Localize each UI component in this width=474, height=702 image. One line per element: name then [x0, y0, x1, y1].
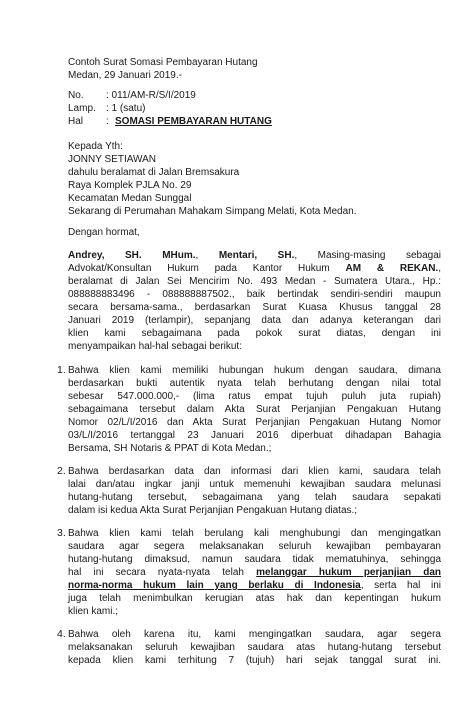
emphasis-text: melanggar hukum perjanjian dan — [256, 567, 441, 578]
intro-line-1: Andrey, SH. MHum., Mentari, SH., Masing-masing sebagai — [68, 250, 442, 261]
item-2-line: dalam isi kedua Akta Surat Perjanjian Pengakuan Hutang diatas.; — [68, 505, 358, 516]
item-1-line: Bahwa klien kami memiliki hubungan hukum dengan saudara, dimana — [68, 365, 441, 376]
item-1-line: sebesar 547.000.000,- (lima ratus empat tujuh puluh juta rupiah) — [68, 391, 441, 402]
item-number: 3. — [57, 527, 66, 539]
greeting: Dengan hormat, — [68, 227, 140, 238]
document-title: Contoh Surat Somasi Pembayaran Hutang — [68, 57, 258, 68]
recipient-line: Raya Komplek PJLA No. 29 — [68, 180, 192, 191]
item-1-line: Bersama, SH Notaris & PPAT di Kota Medan.; — [68, 443, 272, 454]
item-3-line: saudara agar segera melaksanakan seluruh kewajiban pembayaran — [68, 541, 441, 552]
no-value: : 011/AM-R/S/I/2019 — [106, 90, 196, 101]
intro-line: Januari 2019 (terlampir), sepanjang data dan adanya keterangan dari — [68, 315, 441, 326]
item-4-line: kepada klien kami terhitung 7 (tujuh) hari sejak tanggal surat ini. — [68, 655, 441, 666]
subject: SOMASI PEMBAYARAN HUTANG — [115, 116, 272, 127]
item-3-line: hutang-hutang dimaksud, namun saudara tidak mematuhinya, sehingga — [68, 554, 441, 565]
item-3-line: Bahwa klien kami telah berulang kali menghubungi dan mengingatkan — [68, 528, 441, 539]
intro-line: klien kami sebagaimana pada pokok surat diatas, dengan ini — [68, 328, 441, 339]
item-3-line: klien kami.; — [68, 606, 119, 617]
item-number: 2. — [57, 465, 66, 477]
item-1-line: berdasarkan bukti autentik nyata telah berhutang dengan nilai total — [68, 378, 441, 389]
intro-line-2: Advokat/Konsultan Hukum pada Kantor Hukum AM & REKAN., — [68, 263, 441, 274]
advocate-name-2: Mentari, SH. — [218, 250, 295, 261]
lamp-label: Lamp. — [68, 103, 96, 114]
item-3-line-5: norma-norma hukum lain yang berlaku di Indonesia, serta hal ini — [68, 580, 441, 591]
item-1-line: 03/L/I/2016 tertanggal 23 Januari 2016 diperbuat dihadapan Bahagia — [68, 430, 441, 441]
hal-colon: : — [106, 116, 109, 127]
item-1-line: Nomor 02/L/I/2016 dan Akta Surat Perjanjian Pengakuan Hutang Nomor — [68, 417, 441, 428]
recipient-line: Kecamatan Medan Sunggal — [68, 193, 192, 204]
intro-line: 088888883496 - 088888887502., baik bertindak sendiri-sendiri maupun — [68, 289, 441, 300]
intro-line: beralamat di Jalan Sei Mencirim No. 493 Medan - Sumatera Utara., Hp.: — [68, 276, 441, 287]
item-2-line: hutang-hutang tersebut, sebagaimana yang telah saudara sepakati — [68, 492, 441, 503]
intro-line: menyampaikan hal-hal sebagai berikut: — [68, 341, 242, 352]
lamp-value: : 1 (satu) — [106, 103, 146, 114]
item-2-line: lalai dan/atau ingkar janji untuk memenuhi kewajiban saudara melunasi — [68, 479, 441, 490]
no-label: No. — [68, 90, 84, 101]
item-4-line: melaksanakan seluruh kewajiban saudara atas hutang-hutang tersebut — [68, 642, 441, 653]
recipient-line: dahulu beralamat di Jalan Bremsakura — [68, 167, 240, 178]
item-3-line-4: hal ini secara nyata-nyata telah melanggar hukum perjanjian dan — [68, 567, 441, 578]
emphasis-text: norma-norma hukum lain yang berlaku di Indonesia — [68, 580, 361, 591]
hal-label: Hal — [68, 116, 84, 127]
item-1-line: sebagaimana tersebut dalam Akta Surat Perjanjian Pengakuan Hutang — [68, 404, 441, 415]
item-2-line: Bahwa berdasarkan data dan informasi dari klien kami, saudara telah — [68, 466, 441, 477]
advocate-name-1: Andrey, SH. MHum. — [68, 250, 196, 261]
law-firm-name: AM & REKAN. — [345, 263, 439, 274]
kepada-label: Kepada Yth: — [68, 141, 123, 152]
item-3-line: juga telah menimbulkan kerugian atas hak dan kepentingan hukum — [68, 593, 441, 604]
recipient-line: Sekarang di Perumahan Mahakam Simpang Melati, Kota Medan. — [68, 206, 357, 217]
item-4-line: Bahwa oleh karena itu, kami mengingatkan saudara, agar segera — [68, 629, 441, 640]
recipient-name: JONNY SETIAWAN — [68, 154, 156, 165]
place-date: Medan, 29 Januari 2019.- — [68, 70, 182, 81]
item-number: 4. — [57, 628, 66, 640]
item-number: 1. — [57, 364, 66, 376]
intro-line: secara bersama-sama., berdasarkan Surat Kuasa Khusus tanggal 28 — [68, 302, 441, 313]
